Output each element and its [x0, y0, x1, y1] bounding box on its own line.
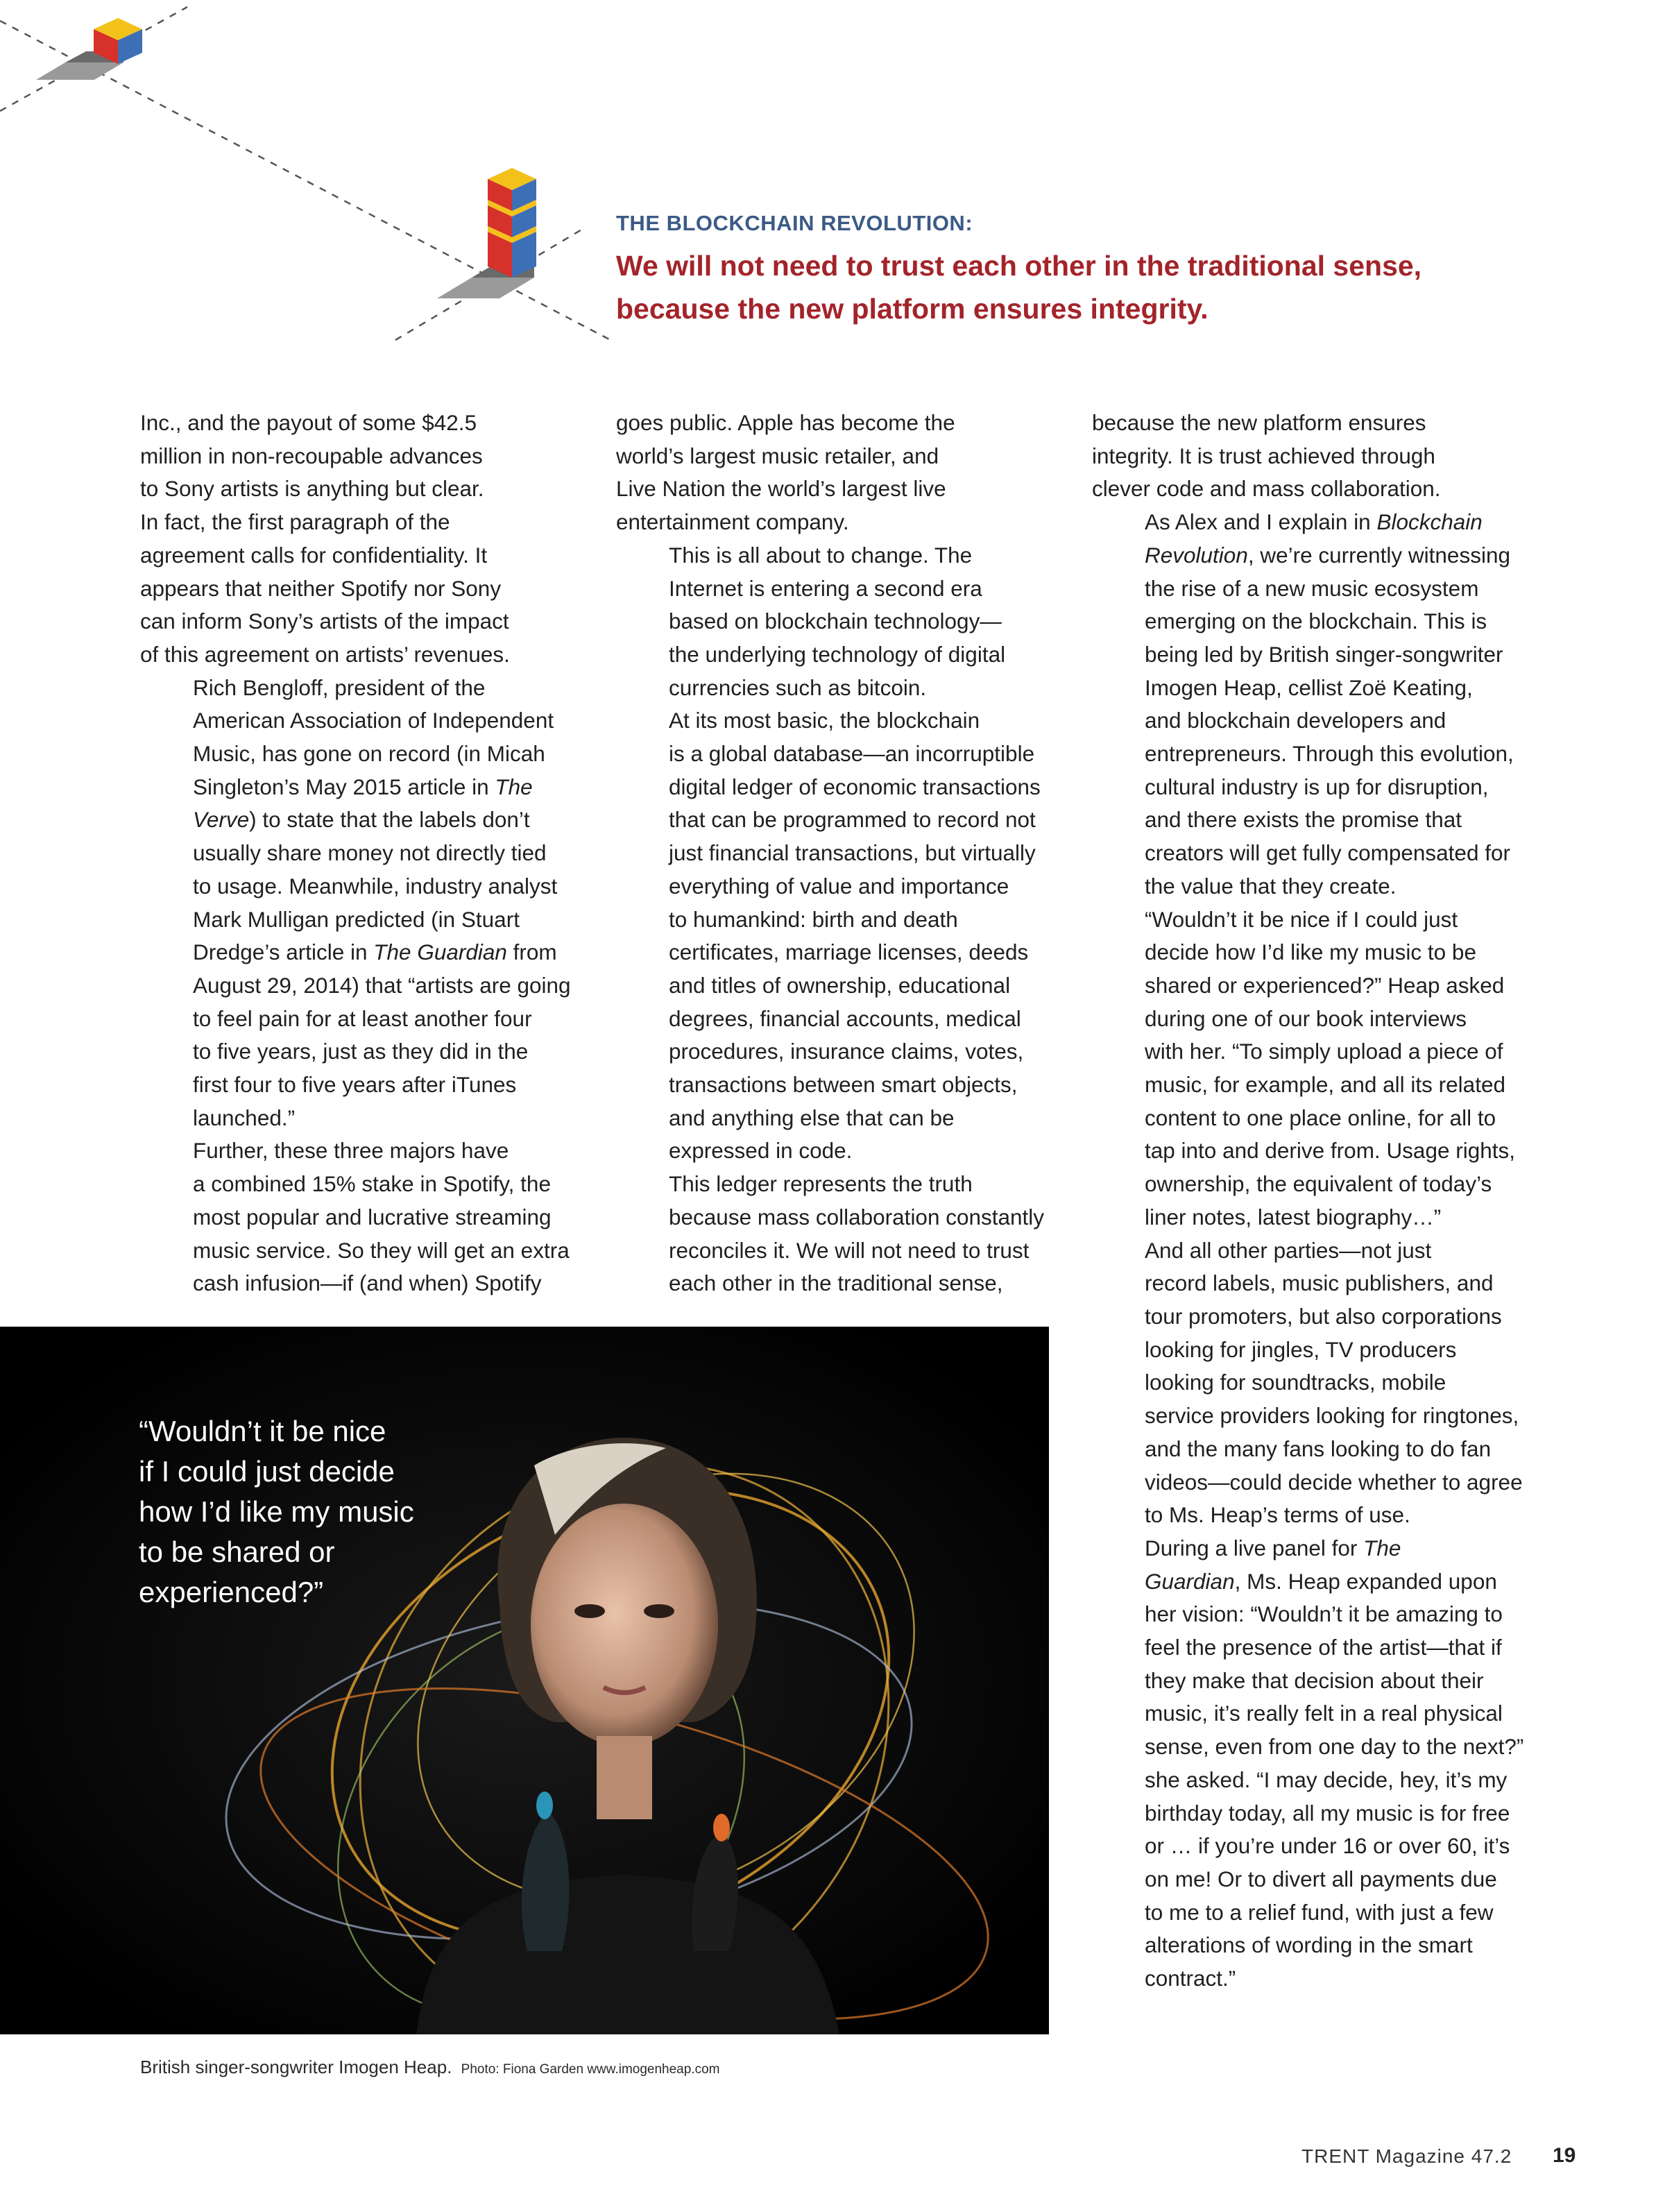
text-line: feel the presence of the artist—that if [1145, 1635, 1502, 1660]
text-line: and anything else that can be [669, 1105, 955, 1130]
text-line: first four to five years after iTunes [193, 1072, 517, 1098]
text-line: to five years, just as they did in the [193, 1039, 529, 1064]
text-line: based on blockchain technology— [669, 609, 1002, 634]
text-line: with her. “To simply upload a piece of [1145, 1039, 1503, 1064]
text-line: digital ledger of economic transactions [669, 774, 1041, 799]
photo-pull-quote [139, 1411, 500, 1613]
imogen-heap-photo [0, 1327, 1049, 2034]
quote-line: if I could just decide [139, 1455, 395, 1488]
body-paragraph [616, 1168, 1060, 1300]
text-line: the value that they create. [1145, 873, 1397, 899]
body-column-1 [140, 407, 584, 1300]
body-paragraph [616, 539, 1060, 705]
text-line: world’s largest music retailer, and [616, 443, 939, 468]
text-line: to Ms. Heap’s terms of use. [1145, 1502, 1410, 1528]
blockchain-cubes-illustration [0, 0, 624, 361]
text-line: tap into and derive from. Usage rights, [1145, 1138, 1516, 1164]
quote-line: experienced?” [139, 1576, 324, 1608]
text-line: August 29, 2014) that “artists are going [193, 972, 571, 998]
photo-caption [140, 2057, 719, 2078]
body-paragraph [616, 704, 1060, 1168]
text-line: to Sony artists is anything but clear. [140, 476, 484, 502]
text-line: alterations of wording in the smart [1145, 1932, 1473, 1958]
text-line: of this agreement on artists’ revenues. [140, 641, 510, 667]
text-line: birthday today, all my music is for free [1145, 1800, 1510, 1826]
text-line: looking for jingles, TV producers [1145, 1336, 1457, 1362]
text-line: can inform Sony’s artists of the impact [140, 609, 509, 634]
text-line: everything of value and importance [669, 873, 1009, 899]
text-line: because the new platform ensures [1092, 410, 1426, 435]
text-line: and the many fans looking to do fan [1145, 1436, 1492, 1461]
text-line: Imogen Heap, cellist Zoë Keating, [1145, 674, 1473, 700]
text-line: appears that neither Spotify nor Sony [140, 575, 502, 601]
body-column-3 [1092, 407, 1536, 1996]
body-paragraph [140, 407, 584, 672]
quote-line: to be shared or [139, 1535, 335, 1568]
text-line: ownership, the equivalent of today’s [1145, 1171, 1492, 1197]
pull-kicker: THE BLOCKCHAIN REVOLUTION: [616, 211, 973, 235]
text-line: content to one place online, for all to [1145, 1105, 1496, 1130]
text-line: integrity. It is trust achieved through [1092, 443, 1435, 468]
text-line: to humankind: birth and death [669, 906, 958, 932]
text-line: reconciles it. We will not need to trust [669, 1237, 1030, 1263]
text-line: entertainment company. [616, 509, 849, 535]
body-paragraph [140, 1134, 584, 1300]
text-line: emerging on the blockchain. This is [1145, 609, 1487, 634]
text-line: her vision: “Wouldn’t it be amazing to [1145, 1601, 1503, 1627]
text-line: Mark Mulligan predicted (in Stuart [193, 906, 520, 932]
text-line: clever code and mass collaboration. [1092, 476, 1441, 502]
photo-credit: Photo: Fiona Garden www.imogenheap.com [461, 2062, 720, 2077]
text-line: each other in the traditional sense, [669, 1270, 1003, 1296]
text-line: Music, has gone on record (in Micah [193, 741, 545, 767]
text-line: goes public. Apple has become the [616, 410, 955, 435]
text-line: launched.” [193, 1105, 296, 1130]
text-line: they make that decision about their [1145, 1667, 1484, 1693]
text-line: Dredge’s article in The Guardian from [193, 939, 557, 965]
page-number: 19 [1553, 2144, 1576, 2167]
text-line: and there exists the promise that [1145, 807, 1462, 833]
text-line: million in non-recoupable advances [140, 443, 483, 468]
text-line: record labels, music publishers, and [1145, 1270, 1494, 1296]
body-paragraph [140, 672, 584, 1135]
text-line: In fact, the first paragraph of the [140, 509, 450, 535]
text-line: and blockchain developers and [1145, 708, 1446, 733]
headline-line: because the new platform ensures integrity. [616, 293, 1209, 325]
text-line: music, for example, and all its related [1145, 1072, 1505, 1098]
text-line: decide how I’d like my music to be [1145, 939, 1476, 965]
text-line: This ledger represents the truth [669, 1171, 973, 1197]
text-line: liner notes, latest biography…” [1145, 1204, 1442, 1230]
body-paragraph [1092, 506, 1536, 903]
body-column-2 [616, 407, 1060, 1300]
text-line: cultural industry is up for disruption, [1145, 774, 1489, 799]
text-line: At its most basic, the blockchain [669, 708, 980, 733]
text-line: shared or experienced?” Heap asked [1145, 972, 1505, 998]
text-line: Internet is entering a second era [669, 575, 982, 601]
text-line: tour promoters, but also corporations [1145, 1303, 1502, 1329]
text-line: Guardian, Ms. Heap expanded upon [1145, 1568, 1497, 1594]
pull-headline [616, 208, 1587, 330]
text-line: transactions between smart objects, [669, 1072, 1018, 1098]
text-line: Live Nation the world’s largest live [616, 476, 946, 502]
text-line: degrees, financial accounts, medical [669, 1005, 1021, 1031]
text-line: Inc., and the payout of some $42.5 [140, 410, 477, 435]
text-line: Further, these three majors have [193, 1138, 509, 1164]
text-line: the rise of a new music ecosystem [1145, 575, 1479, 601]
text-line: sense, even from one day to the next?” [1145, 1734, 1524, 1760]
text-line: contract.” [1145, 1966, 1236, 1991]
text-line: on me! Or to divert all payments due [1145, 1866, 1497, 1891]
quote-line: “Wouldn’t it be nice [139, 1415, 386, 1447]
text-line: procedures, insurance claims, votes, [669, 1039, 1024, 1064]
text-line: because mass collaboration constantly [669, 1204, 1045, 1230]
text-line: This is all about to change. The [669, 542, 973, 568]
tall-cube-stack-icon [437, 168, 536, 298]
body-paragraph [1092, 903, 1536, 1234]
text-line: Singleton’s May 2015 article in The [193, 774, 533, 799]
text-line: currencies such as bitcoin. [669, 674, 927, 700]
text-line: most popular and lucrative streaming [193, 1204, 552, 1230]
text-line: looking for soundtracks, mobile [1145, 1370, 1446, 1395]
text-line: to me to a relief fund, with just a few [1145, 1899, 1494, 1925]
body-paragraph [1092, 407, 1536, 506]
text-line: American Association of Independent [193, 708, 554, 733]
text-line: During a live panel for The [1145, 1535, 1401, 1560]
text-line: and titles of ownership, educational [669, 972, 1011, 998]
text-line: to feel pain for at least another four [193, 1005, 532, 1031]
quote-line: how I’d like my music [139, 1495, 414, 1528]
text-line: videos—could decide whether to agree [1145, 1469, 1523, 1495]
text-line: music, it’s really felt in a real physical [1145, 1701, 1503, 1726]
text-line: that can be programmed to record not [669, 807, 1036, 833]
footer-magazine-name: TRENT Magazine 47.2 [1301, 2145, 1512, 2167]
text-line: Verve) to state that the labels don’t [193, 807, 530, 833]
text-line: is a global database—an incorruptible [669, 741, 1035, 767]
headline-line: We will not need to trust each other in the traditional sense, [616, 250, 1422, 282]
text-line: during one of our book interviews [1145, 1005, 1467, 1031]
text-line: or … if you’re under 16 or over 60, it’s [1145, 1833, 1510, 1859]
text-line: to usage. Meanwhile, industry analyst [193, 873, 558, 899]
text-line: a combined 15% stake in Spotify, the [193, 1171, 551, 1197]
text-line: And all other parties—not just [1145, 1237, 1432, 1263]
pull-headline-text [616, 244, 1587, 330]
text-line: she asked. “I may decide, hey, it’s my [1145, 1767, 1508, 1792]
text-line: expressed in code. [669, 1138, 853, 1164]
text-line: creators will get fully compensated for [1145, 840, 1510, 866]
text-line: As Alex and I explain in Blockchain [1145, 509, 1483, 535]
text-line: music service. So they will get an extra [193, 1237, 570, 1263]
text-line: the underlying technology of digital [669, 641, 1006, 667]
text-line: Rich Bengloff, president of the [193, 674, 486, 700]
text-line: Revolution, we’re currently witnessing [1145, 542, 1510, 568]
text-line: being led by British singer-songwriter [1145, 641, 1503, 667]
text-line: entrepreneurs. Through this evolution, [1145, 741, 1514, 767]
text-line: service providers looking for ringtones, [1145, 1403, 1519, 1429]
body-paragraph [1092, 1532, 1536, 1996]
text-line: certificates, marriage licenses, deeds [669, 939, 1029, 965]
text-line: usually share money not directly tied [193, 840, 547, 866]
caption-text: British singer-songwriter Imogen Heap. [140, 2057, 452, 2077]
text-line: just financial transactions, but virtually [669, 840, 1036, 866]
text-line: agreement calls for confidentiality. It [140, 542, 488, 568]
body-paragraph [1092, 1234, 1536, 1532]
body-paragraph [616, 407, 1060, 539]
text-line: “Wouldn’t it be nice if I could just [1145, 906, 1458, 932]
text-line: cash infusion—if (and when) Spotify [193, 1270, 542, 1296]
